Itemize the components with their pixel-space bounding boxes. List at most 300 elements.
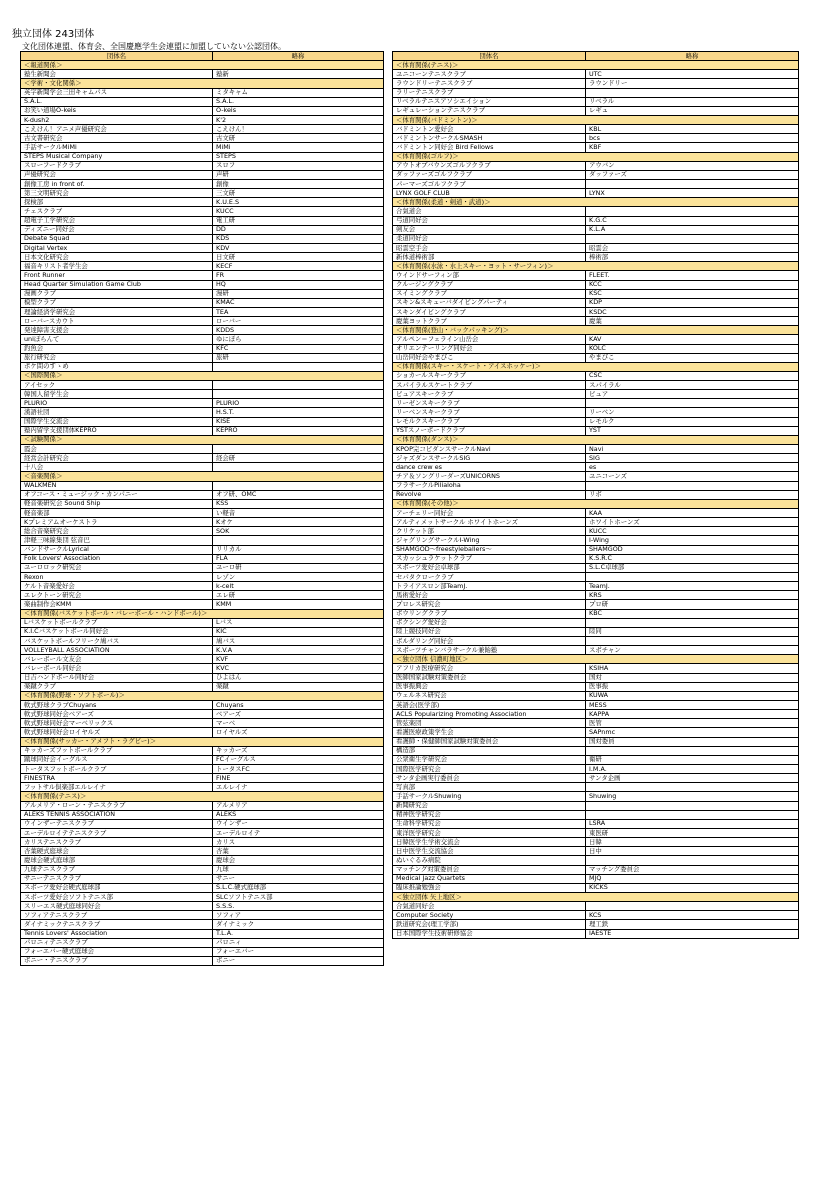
category-label: ＜独立団体 信濃町地区＞ (393, 655, 799, 664)
organization-name: 声優研究会 (21, 170, 213, 179)
table-row (393, 545, 799, 554)
organization-abbreviation: 九球 (213, 865, 384, 874)
organization-abbreviation: MESS (586, 700, 799, 709)
organization-name: Folk Lovers' Association (21, 554, 213, 563)
table-row (21, 426, 384, 435)
table-row (21, 700, 384, 709)
organization-abbreviation: Shuwing (586, 792, 799, 801)
organization-name: K-dush2 (21, 115, 213, 124)
category-row (21, 792, 384, 801)
organization-name: バンドサークルLyrical (21, 545, 213, 554)
organization-name: アルメリア・ローン・テニスクラブ (21, 801, 213, 810)
category-label: ＜体育関係(野球・ソフトボール)＞ (21, 691, 384, 700)
organization-name: エーデルロイテテニスクラブ (21, 828, 213, 837)
table-row (393, 170, 799, 179)
organization-abbreviation: ロイヤルズ (213, 728, 384, 737)
table-row (393, 399, 799, 408)
organization-name: 英語会(医学部) (393, 700, 586, 709)
organization-abbreviation: マーベ (213, 719, 384, 728)
organization-name: WALKMEN (21, 481, 213, 490)
organization-name: 古文書研究会 (21, 134, 213, 143)
organization-name: ダイナミックテニスクラブ (21, 920, 213, 929)
organization-abbreviation: KDS (213, 234, 384, 243)
organization-abbreviation: ラウンドリー (586, 79, 799, 88)
table-header-row (21, 52, 384, 61)
organization-name: SHAMGOD〜freestyleballers〜 (393, 545, 586, 554)
organization-abbreviation: ローバー (213, 317, 384, 326)
organization-abbreviation: SOK (213, 527, 384, 536)
organization-abbreviation: 楽蹴 (213, 682, 384, 691)
table-row (393, 792, 799, 801)
organization-abbreviation: PLURIO (213, 399, 384, 408)
table-row (393, 911, 799, 920)
organization-abbreviation (586, 179, 799, 188)
organization-abbreviation: K.V.A (213, 646, 384, 655)
organization-name: 臨床推論勉強会 (393, 883, 586, 892)
organization-name: パーマーズゴルフクラブ (393, 179, 586, 188)
organization-abbreviation: 医事振 (586, 682, 799, 691)
organization-name: バレーボール文友会 (21, 655, 213, 664)
organization-name: レモルクスキークラブ (393, 417, 586, 426)
organization-abbreviation: ベアーズ (213, 710, 384, 719)
table-row (21, 819, 384, 828)
table-row (393, 819, 799, 828)
organization-name: スポーツ愛好会硬式庭球部 (21, 883, 213, 892)
organization-name: Medical Jazz Quartets (393, 874, 586, 883)
organization-abbreviation: リボ (586, 490, 799, 499)
organization-name: ALEKS TENNIS ASSOCIATION (21, 810, 213, 819)
organization-abbreviation (586, 573, 799, 582)
table-row (21, 234, 384, 243)
organization-name: 慶葉ヨットクラブ (393, 317, 586, 326)
table-row (21, 746, 384, 755)
category-row (21, 435, 384, 444)
category-label: ＜体育関係(ゴルフ)＞ (393, 152, 799, 161)
table-row (21, 637, 384, 646)
organization-abbreviation: 昭雲会 (586, 243, 799, 252)
organization-abbreviation: K'2 (213, 115, 384, 124)
table-row (393, 189, 799, 198)
table-row (21, 271, 384, 280)
table-row (393, 280, 799, 289)
organization-abbreviation: 声研 (213, 170, 384, 179)
organization-abbreviation: T.L.A. (213, 929, 384, 938)
organization-abbreviation: KCS (586, 911, 799, 920)
organization-name: Computer Society (393, 911, 586, 920)
organization-name: 看護師・保健師国家試験対策委員会 (393, 737, 586, 746)
table-row (21, 664, 384, 673)
organization-name: 新聞研究会 (393, 801, 586, 810)
organization-name: バドミントン愛好会 (393, 125, 586, 134)
table-row (393, 883, 799, 892)
organization-name: 日中医学生交流協会 (393, 847, 586, 856)
table-row (393, 591, 799, 600)
table-row (21, 417, 384, 426)
category-row (393, 115, 799, 124)
organization-name: 軟式野球同好会ロイヤルズ (21, 728, 213, 737)
organization-name: 軟式野球同好会ベアーズ (21, 710, 213, 719)
organization-name: 楽曲制作会KMM (21, 600, 213, 609)
table-row (21, 527, 384, 536)
organization-name: Rexon (21, 573, 213, 582)
table-row (393, 454, 799, 463)
organization-name: ボウリングクラブ (393, 609, 586, 618)
organization-abbreviation: プロ研 (586, 600, 799, 609)
organization-abbreviation: い軽音 (213, 509, 384, 518)
organization-abbreviation: S.S.S. (213, 902, 384, 911)
organization-name: バレーボール同好会 (21, 664, 213, 673)
table-row (393, 682, 799, 691)
page-subtitle: 文化団体連盟、体育会、全国慶應学生会連盟に加盟していない公認団体。 (22, 42, 286, 51)
organization-name: アーチェリー同好会 (393, 509, 586, 518)
organization-name: 山岳同好会やまびこ (393, 353, 586, 362)
organization-name: 日本文化研究会 (21, 253, 213, 262)
organization-abbreviation: FR (213, 271, 384, 280)
category-label: ＜体育関係(その他)＞ (393, 499, 799, 508)
table-row (21, 828, 384, 837)
column-header-abbr: 略称 (213, 52, 384, 61)
organization-name: バドミントンサークルSMASH (393, 134, 586, 143)
organization-abbreviation: KRS (586, 591, 799, 600)
organization-abbreviation: STEPS (213, 152, 384, 161)
category-label: ＜体育関係(バドミントン)＞ (393, 115, 799, 124)
category-row (393, 435, 799, 444)
organization-name: ボルダリング同好会 (393, 637, 586, 646)
organization-name: ウインザーテニスクラブ (21, 819, 213, 828)
organization-abbreviation: カリス (213, 838, 384, 847)
organization-abbreviation: ユニコーンズ (586, 472, 799, 481)
organization-name: アウトオブバウンズゴルフクラブ (393, 161, 586, 170)
organization-abbreviation: ゆにぽら (213, 335, 384, 344)
table-row (393, 847, 799, 856)
organization-abbreviation: エーデルロイテ (213, 828, 384, 837)
organization-name: 経営会計研究会 (21, 454, 213, 463)
organization-abbreviation: KBL (586, 125, 799, 134)
organization-abbreviation (213, 390, 384, 399)
organization-abbreviation: リーベン (586, 408, 799, 417)
organization-abbreviation (586, 746, 799, 755)
table-row (21, 198, 384, 207)
table-row (21, 152, 384, 161)
table-row (393, 700, 799, 709)
organization-abbreviation: ソフィア (213, 911, 384, 920)
organization-name: ユーロロック研究会 (21, 563, 213, 572)
table-row (21, 509, 384, 518)
table-row (21, 70, 384, 79)
table-row (21, 317, 384, 326)
table-row (393, 179, 799, 188)
organization-abbreviation: 東医研 (586, 828, 799, 837)
organization-abbreviation: FLEET. (586, 271, 799, 280)
organization-abbreviation: キッカーズ (213, 746, 384, 755)
table-row (393, 79, 799, 88)
organization-abbreviation (586, 902, 799, 911)
organization-abbreviation: 漫研 (213, 289, 384, 298)
organization-name: 陸上競技同好会 (393, 627, 586, 636)
organization-abbreviation: やまびこ (586, 353, 799, 362)
organization-abbreviation (213, 481, 384, 490)
organization-abbreviation: FINE (213, 774, 384, 783)
category-label: ＜試験関係＞ (21, 435, 384, 444)
category-row (393, 655, 799, 664)
table-row (21, 298, 384, 307)
category-row (21, 691, 384, 700)
organization-abbreviation: KSC (586, 289, 799, 298)
organization-abbreviation: ALEKS (213, 810, 384, 819)
organization-abbreviation: KBF (586, 143, 799, 152)
organization-name: チェスクラブ (21, 207, 213, 216)
organization-abbreviation: オフ研、OMC (213, 490, 384, 499)
organization-abbreviation: MiMi (213, 143, 384, 152)
organization-abbreviation: CSC (586, 371, 799, 380)
organization-name: リベラルテニスアソシエイション (393, 97, 586, 106)
table-row (21, 463, 384, 472)
organization-name: アルペン＝フェライン山岳会 (393, 335, 586, 344)
organization-abbreviation: TeamJ. (586, 582, 799, 591)
table-row (393, 600, 799, 609)
organization-abbreviation: KECF (213, 262, 384, 271)
table-row (21, 362, 384, 371)
organization-abbreviation: LSRA (586, 819, 799, 828)
organization-name: エレクトーン研究会 (21, 591, 213, 600)
category-label: ＜体育関係(テニス)＞ (393, 61, 799, 70)
table-row (393, 390, 799, 399)
category-row (393, 499, 799, 508)
table-row (21, 719, 384, 728)
organization-name: 英字新聞学会三田キャムパス (21, 88, 213, 97)
organization-abbreviation: Lバス (213, 618, 384, 627)
organization-abbreviation (586, 234, 799, 243)
category-row (21, 79, 384, 88)
organization-abbreviation: こえけん！ (213, 125, 384, 134)
organization-name: 弓道同好会 (393, 216, 586, 225)
table-row (393, 627, 799, 636)
table-row (393, 307, 799, 316)
category-label: ＜体育関係(ダンス)＞ (393, 435, 799, 444)
organization-name: 手話サークルShuwing (393, 792, 586, 801)
organization-abbreviation: Kオケ (213, 518, 384, 527)
organization-abbreviation: KMM (213, 600, 384, 609)
table-row (393, 426, 799, 435)
organization-abbreviation: エルレイナ (213, 783, 384, 792)
organization-abbreviation: フォーエバー (213, 947, 384, 956)
organization-abbreviation: 日韓 (586, 838, 799, 847)
organization-name: 漫画クラブ (21, 289, 213, 298)
table-row (393, 353, 799, 362)
organization-abbreviation (586, 801, 799, 810)
table-row (393, 344, 799, 353)
table-row (21, 591, 384, 600)
organization-abbreviation: レゾン (213, 573, 384, 582)
organization-name: 霞会 (21, 445, 213, 454)
table-row (21, 134, 384, 143)
organization-name: スポーツチャンバラサークル兼飴塾 (393, 646, 586, 655)
table-row (21, 618, 384, 627)
organization-name: ジャグリングサークルI-Wing (393, 536, 586, 545)
organization-name: 日韓医学生学術交流会 (393, 838, 586, 847)
organization-name: 蹴球同好会イーグルス (21, 755, 213, 764)
table-row (393, 289, 799, 298)
table-row (393, 637, 799, 646)
organization-abbreviation (213, 445, 384, 454)
organization-abbreviation: I.M.A. (586, 764, 799, 773)
table-row (393, 810, 799, 819)
organization-abbreviation: ダッファーズ (586, 170, 799, 179)
organization-name: セパタクロークラブ (393, 573, 586, 582)
table-row (21, 445, 384, 454)
organization-name: 軽音楽研究会 Sound Ship (21, 499, 213, 508)
table-row (21, 956, 384, 965)
organization-name: 日本国際学生技術研修協会 (393, 929, 586, 938)
table-row (393, 472, 799, 481)
organization-abbreviation: 経会研 (213, 454, 384, 463)
table-row (21, 920, 384, 929)
organization-abbreviation: KFC (213, 344, 384, 353)
organization-name: 超電子工学研究会 (21, 216, 213, 225)
organization-name: リーベンスキークラブ (393, 408, 586, 417)
organization-abbreviation: 日中 (586, 847, 799, 856)
table-row (393, 856, 799, 865)
table-row (21, 545, 384, 554)
organization-abbreviation: 杏葉 (213, 847, 384, 856)
organization-name: 昭雲空手会 (393, 243, 586, 252)
table-row (21, 673, 384, 682)
organization-name: VOLLEYBALL ASSOCIATION (21, 646, 213, 655)
table-row (21, 106, 384, 115)
table-row (21, 161, 384, 170)
organization-abbreviation: KIC (213, 627, 384, 636)
table-row (393, 70, 799, 79)
organization-name: アルティメットサークル ホワイトホーンズ (393, 518, 586, 527)
organization-abbreviation: LYNX (586, 189, 799, 198)
category-label: ＜体育関係(スキー・スケート・アイスホッケー)＞ (393, 362, 799, 371)
organization-name: チア＆ソングリーダーズUNICORNS (393, 472, 586, 481)
organization-abbreviation: DD (213, 225, 384, 234)
organization-abbreviation: スロフ (213, 161, 384, 170)
table-row (21, 856, 384, 865)
right-table-body (393, 61, 799, 939)
category-label: ＜体育関係(サッカー・アメフト・ラグビー)＞ (21, 737, 384, 746)
organization-name: 日吉ハンドボール同好会 (21, 673, 213, 682)
organization-name: リーゼンスキークラブ (393, 399, 586, 408)
table-row (393, 563, 799, 572)
table-row (393, 317, 799, 326)
table-row (21, 262, 384, 271)
organization-name: 軟式野球クラブChuyans (21, 700, 213, 709)
table-row (393, 88, 799, 97)
organization-name: 杏葉硬式庭球会 (21, 847, 213, 856)
organization-name: 構造部 (393, 746, 586, 755)
organization-abbreviation: 国対委員 (586, 737, 799, 746)
table-row (393, 298, 799, 307)
organization-abbreviation: KSS (213, 499, 384, 508)
organization-name: バドミントン同好会 Bird Fellows (393, 143, 586, 152)
table-row (21, 381, 384, 390)
organization-name: Digital Vertex (21, 243, 213, 252)
organization-name: LYNX GOLF CLUB (393, 189, 586, 198)
organization-name: 鉄道研究会(理工学部) (393, 920, 586, 929)
organization-name: バスケットボールフリーク鳩バス (21, 637, 213, 646)
organization-abbreviation: KEPRO (213, 426, 384, 435)
table-row (393, 490, 799, 499)
organization-name: ぬいぐるみ病院 (393, 856, 586, 865)
organization-abbreviation: KBC (586, 609, 799, 618)
organization-name: フラサークルPilialoha (393, 481, 586, 490)
organization-name: 生命科学研究会 (393, 819, 586, 828)
organization-name: ACLS Popularizing Promoting Association (393, 710, 586, 719)
table-row (393, 97, 799, 106)
table-row (393, 161, 799, 170)
organization-name: ディズニー同好会 (21, 225, 213, 234)
table-row (21, 892, 384, 901)
column-header-name: 団体名 (393, 52, 586, 61)
organization-abbreviation: KDDS (213, 326, 384, 335)
organization-abbreviation: KVC (213, 664, 384, 673)
table-row (21, 838, 384, 847)
organization-abbreviation: ピュア (586, 390, 799, 399)
category-row (393, 152, 799, 161)
table-row (21, 847, 384, 856)
table-row (393, 838, 799, 847)
organization-name: 韓国人留学生会 (21, 390, 213, 399)
organization-abbreviation (213, 536, 384, 545)
table-row (21, 573, 384, 582)
organization-name: Revolve (393, 490, 586, 499)
organization-abbreviation: K.U.E.S (213, 198, 384, 207)
organization-abbreviation: KAA (586, 509, 799, 518)
organization-name: サンタ企画実行委員会 (393, 774, 586, 783)
table-row (393, 609, 799, 618)
organization-name: 看護医療政策学生会 (393, 728, 586, 737)
organization-name: K.I.Cバスケットボール同好会 (21, 627, 213, 636)
organization-name: キッカーズフットボールクラブ (21, 746, 213, 755)
table-row (393, 874, 799, 883)
organization-abbreviation: es (586, 463, 799, 472)
table-row (21, 764, 384, 773)
category-row (21, 609, 384, 618)
organization-name: 馬術愛好会 (393, 591, 586, 600)
organization-name: 軽音楽部 (21, 509, 213, 518)
category-row (393, 892, 799, 901)
organization-abbreviation (213, 381, 384, 390)
organization-abbreviation: bcs (586, 134, 799, 143)
organization-name: アイセック (21, 381, 213, 390)
organization-abbreviation: 棒術部 (586, 253, 799, 262)
organization-abbreviation: KSIHA (586, 664, 799, 673)
organization-name: 精神医学研究会 (393, 810, 586, 819)
organization-abbreviation: サンタ企画 (586, 774, 799, 783)
category-row (21, 737, 384, 746)
organization-abbreviation: ホワイトホーンズ (586, 518, 799, 527)
table-row (393, 225, 799, 234)
organization-name: 剣友会 (393, 225, 586, 234)
category-label: ＜体育関係(水泳・水上スキー・ヨット・サーフィン)＞ (393, 262, 799, 271)
organization-name: 手話サークルMiMi (21, 143, 213, 152)
table-row (393, 618, 799, 627)
organization-abbreviation (213, 362, 384, 371)
organization-abbreviation: S.A.L. (213, 97, 384, 106)
table-row (21, 490, 384, 499)
table-row (21, 390, 384, 399)
table-row (393, 253, 799, 262)
organization-name: ボニー・テニスクラブ (21, 956, 213, 965)
table-row (393, 573, 799, 582)
organization-name: サニーテニスクラブ (21, 874, 213, 883)
organization-name: ショカールスキークラブ (393, 371, 586, 380)
category-label: ＜国際関係＞ (21, 371, 384, 380)
organization-name: FINESTRA (21, 774, 213, 783)
table-row (393, 527, 799, 536)
